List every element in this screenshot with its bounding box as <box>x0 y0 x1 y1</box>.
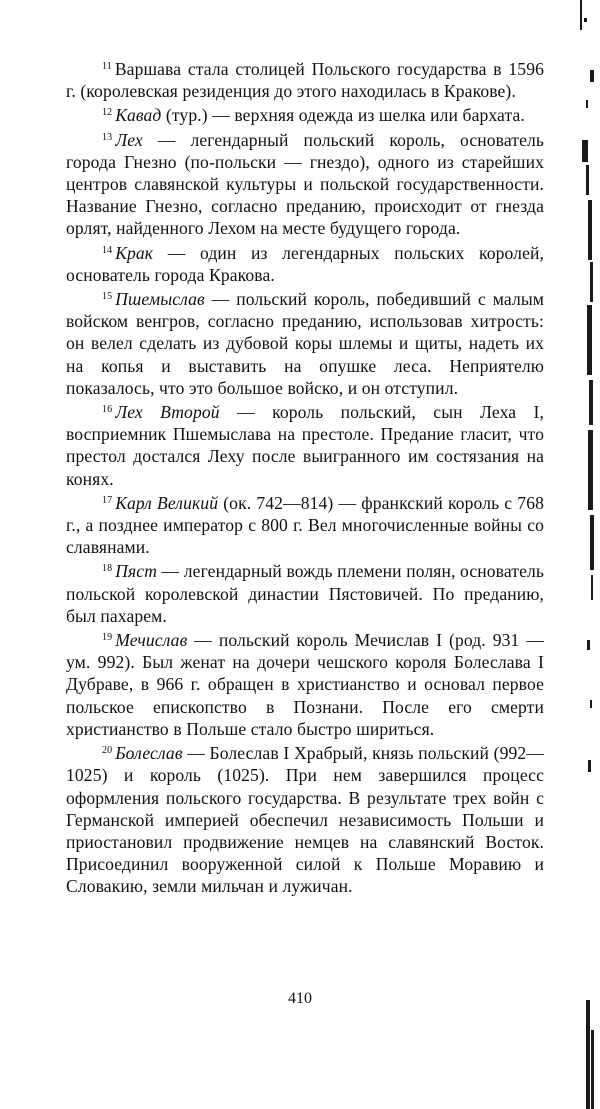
footnote-text: — легендарный польский король, основатель города Гнезно (по-польски — гнездо), одного из старейших центров славянской культуры и польской государственности. Название Гнезно, согласно преданию, происходит от гнезда орлят, найденного Лехом на месте будущего города. <box>66 129 544 239</box>
footnote-number: 12 <box>102 107 113 119</box>
footnote-term: Мечислав <box>115 630 188 651</box>
footnote-20 <box>66 742 544 897</box>
footnote-term: Болеслав <box>115 743 183 764</box>
footnote-text: (ок. 742—814) — франкский король с 768 г., а позднее император с 800 г. Вел многочисленные войны со славянами. <box>66 492 544 558</box>
footnote-15 <box>66 288 544 399</box>
footnote-text: — один из легендарных польских королей, основатель города Кракова. <box>66 242 544 285</box>
footnote-number: 13 <box>102 131 113 143</box>
footnote-number: 17 <box>102 494 113 506</box>
footnote-term: Кавад <box>115 105 162 126</box>
footnote-text: — легендарный вождь племени полян, основатель польской королевской династии Пястовичей. По преданию, был пахарем. <box>66 561 544 626</box>
footnote-text: — польский король, победивший с малым войском венгров, согласно преданию, использовав хитрость: он велел сделать из дубовой коры шлемы и щиты, надеть их на копья и выставить на опушке леса. Неприятелю показалось, что это большое войско, и он отступил. <box>66 289 544 398</box>
footnote-term: Карл Великий <box>115 492 219 513</box>
footnote-text: Варшава стала столицей Польского государства в 1596 г. (королевская резиденция до этого находилась в Кракове). <box>66 59 544 102</box>
page-number: 410 <box>288 990 312 1007</box>
footnote-13 <box>66 129 544 240</box>
footnote-term: Лех Второй <box>115 402 220 423</box>
footnotes-column <box>66 58 544 900</box>
footnote-14 <box>66 242 544 286</box>
footnote-number: 20 <box>102 745 113 757</box>
footnote-11 <box>66 58 544 102</box>
footnote-number: 16 <box>102 404 113 416</box>
footnote-number: 19 <box>102 632 113 644</box>
footnote-16 <box>66 401 544 490</box>
footnote-term: Пяст <box>115 561 158 582</box>
footnote-19 <box>66 629 544 740</box>
footnote-text: — король польский, сын Леха I, восприемник Пшемыслава на престоле. Предание гласит, что престол достался Леху после выигранного им состязания на конях. <box>66 402 544 489</box>
footnote-text: (тур.) — верхняя одежда из шелка или бархата. <box>161 105 525 126</box>
footnote-18 <box>66 560 544 627</box>
footnote-term: Лех <box>115 129 143 150</box>
footnote-text: — Болеслав I Храбрый, князь польский (992—1025) и король (1025). При нем завершился процесс оформления польского государства. В результате трех войн с Германской империей обеспечил независимость Польши и приостановил продвижение немцев на славянский Восток. Присоединил вооруженной силой к Польше Моравию и Словакию, земли мильчан и лужичан. <box>66 743 544 897</box>
footnote-number: 18 <box>102 563 113 575</box>
scanned-page-edge <box>560 0 600 1109</box>
footnote-text: — польский король Мечислав I (род. 931 — ум. 992). Был женат на дочери чешского короля Болеслава I Дубраве, в 966 г. обращен в христианство и основал первое польское епископство в Познани. После его смерти христианство в Польше стало быстро шириться. <box>66 630 544 739</box>
footnote-number: 15 <box>102 291 113 303</box>
footnote-12 <box>66 104 544 126</box>
footnote-number: 11 <box>102 61 112 72</box>
footnote-number: 14 <box>102 244 113 256</box>
footnote-term: Пшемыслав <box>115 289 205 310</box>
footnote-17 <box>66 492 544 559</box>
footnote-term: Крак <box>115 242 154 263</box>
